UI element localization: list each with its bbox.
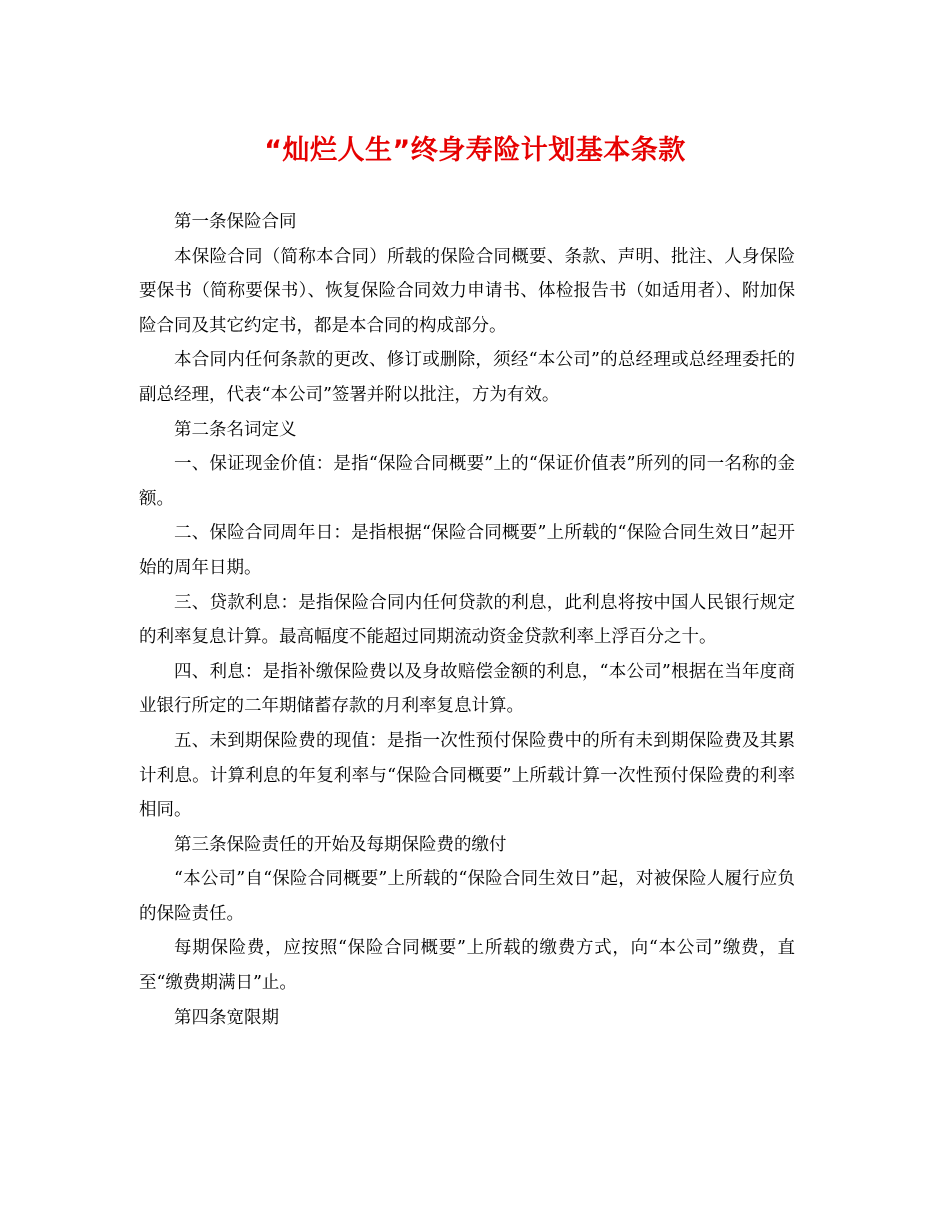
paragraph: 本合同内任何条款的更改、修订或删除，须经“本公司”的总经理或总经理委托的副总经理，代表“本公司”签署并附以批注，方为有效。 <box>139 350 795 405</box>
document-body <box>139 205 795 1035</box>
definition-item: 一、保证现金价值：是指“保险合同概要”上的“保证价值表”所列的同一名称的金额。 <box>139 454 795 509</box>
section-heading-article-4: 第四条宽限期 <box>174 1007 279 1028</box>
section-heading-article-1: 第一条保险合同 <box>174 212 297 232</box>
section-heading-article-2: 第二条名词定义 <box>174 419 297 440</box>
document-title: “灿烂人生”终身寿险计划基本条款 <box>264 135 686 166</box>
section-heading-article-3: 第三条保险责任的开始及每期保险费的缴付 <box>174 834 507 855</box>
definition-item: 五、未到期保险费的现值：是指一次性预付保险费中的所有未到期保险费及其累计利息。计算利息的年复利率与“保险合同概要”上所载计算一次性预付保险费的利率相同。 <box>139 730 795 821</box>
definition-item: 二、保险合同周年日：是指根据“保险合同概要”上所载的“保险合同生效日”起开始的周年日期。 <box>139 523 795 578</box>
definition-item: 四、利息：是指补缴保险费以及身故赔偿金额的利息，“本公司”根据在当年度商业银行所定的二年期储蓄存款的月利率复息计算。 <box>139 661 795 717</box>
paragraph: “本公司”自“保险合同概要”上所载的“保险合同生效日”起，对被保险人履行应负的保险责任。 <box>139 869 795 924</box>
paragraph: 每期保险费，应按照“保险合同概要”上所载的缴费方式，向“本公司”缴费，直至“缴费期满日”止。 <box>139 938 795 994</box>
definition-item: 三、贷款利息：是指保险合同内任何贷款的利息，此利息将按中国人民银行规定的利率复息计算。最高幅度不能超过同期流动资金贷款利率上浮百分之十。 <box>139 592 795 648</box>
paragraph: 本保险合同（简称本合同）所载的保险合同概要、条款、声明、批注、人身保险要保书（简称要保书）、恢复保险合同效力申请书、体检报告书（如适用者）、附加保险合同及其它约定书，都是本合同的构成部分。 <box>139 246 795 336</box>
